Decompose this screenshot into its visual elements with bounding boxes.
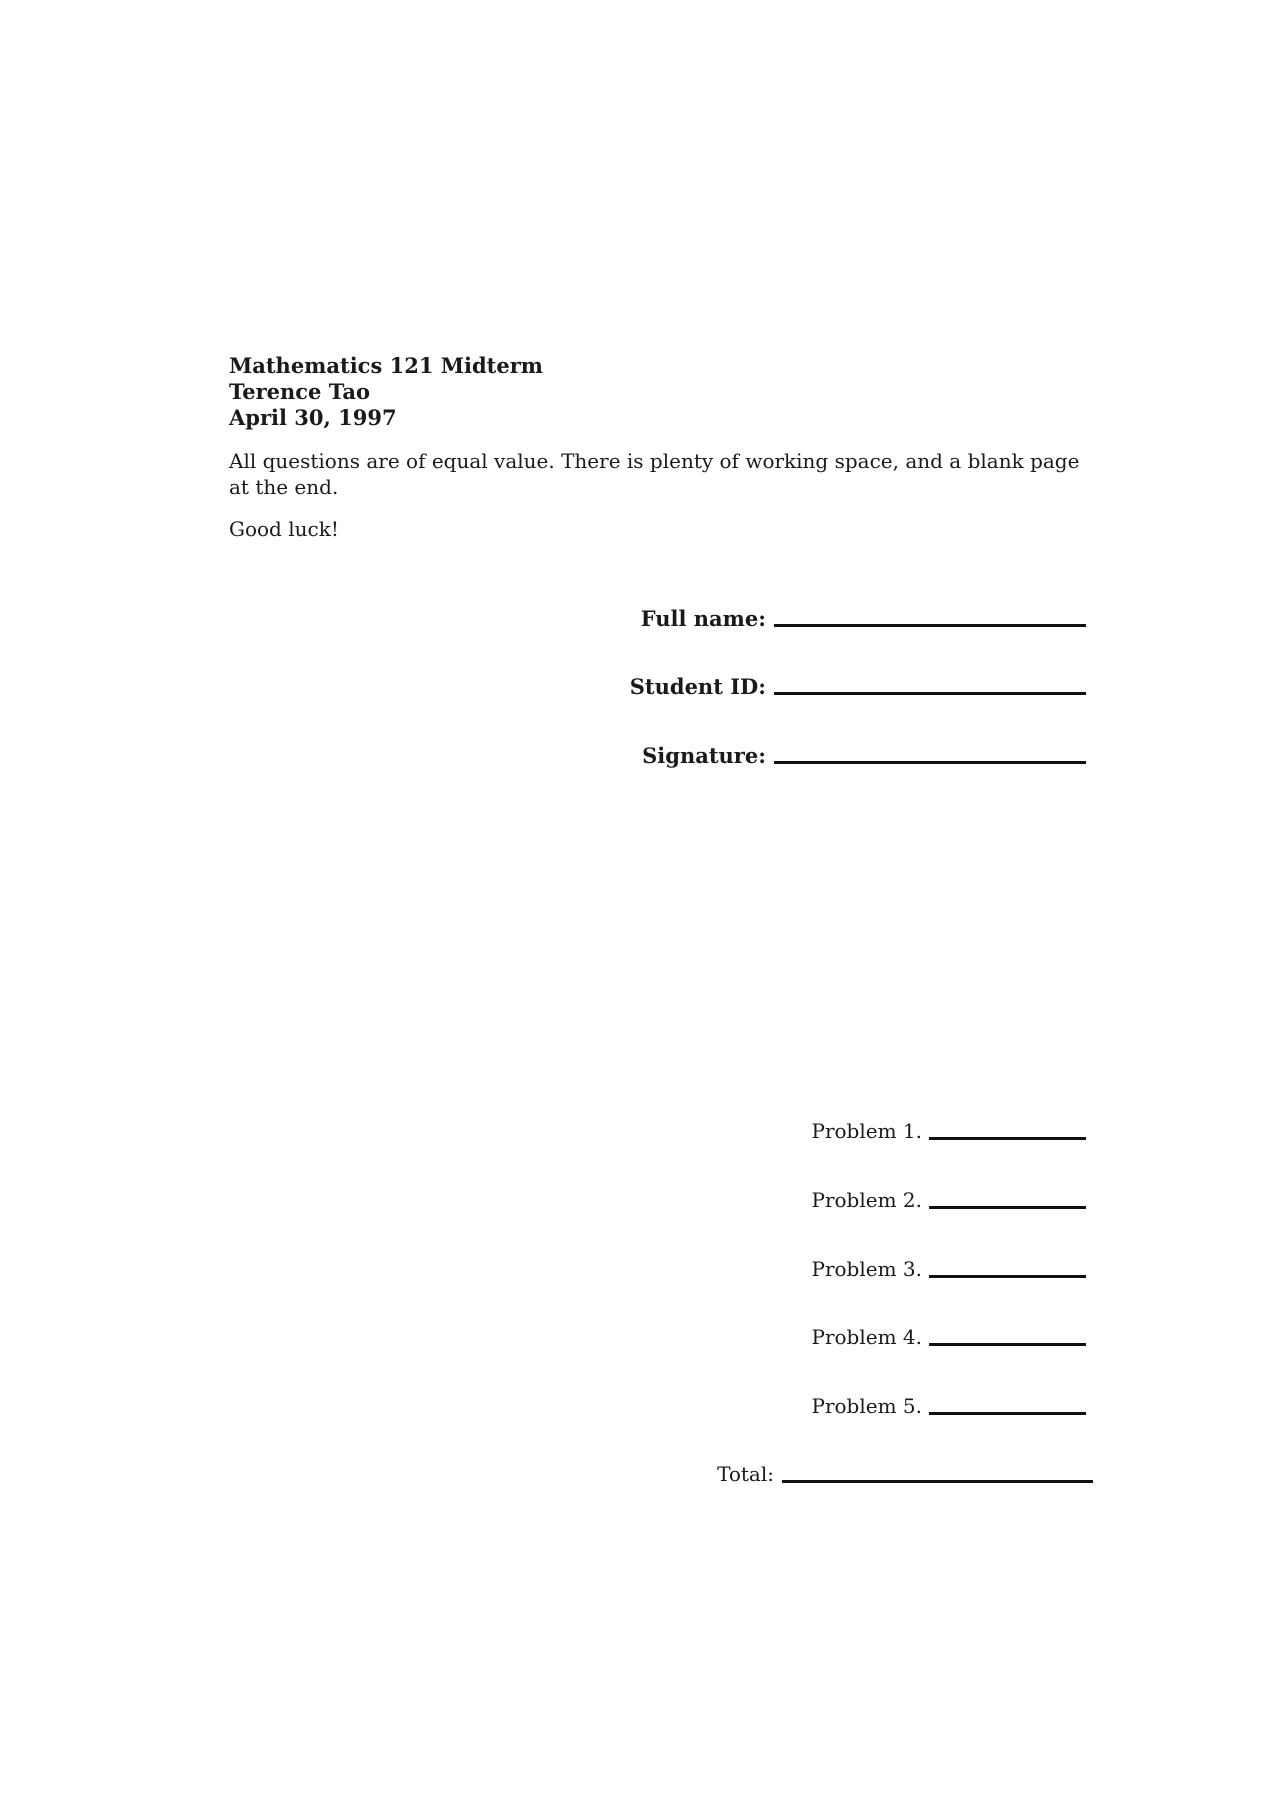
signature-label: Signature: — [642, 743, 766, 768]
exam-date: April 30, 1997 — [229, 405, 397, 430]
full-name-label: Full name: — [640, 606, 766, 631]
total-score-line[interactable] — [782, 1480, 1093, 1483]
problem-4-label: Problem 4. — [811, 1325, 922, 1349]
student-id-label: Student ID: — [629, 674, 766, 699]
problem-2-label: Problem 2. — [811, 1188, 922, 1212]
signature-line[interactable] — [774, 761, 1086, 764]
problem-1-score-line[interactable] — [929, 1137, 1086, 1140]
full-name-line[interactable] — [774, 624, 1086, 627]
student-id-line[interactable] — [774, 692, 1086, 695]
good-luck-text: Good luck! — [229, 517, 339, 541]
problem-3-label: Problem 3. — [811, 1257, 922, 1281]
course-title: Mathematics 121 Midterm — [229, 353, 544, 378]
problem-5-score-line[interactable] — [929, 1412, 1086, 1415]
problem-1-label: Problem 1. — [811, 1119, 922, 1143]
instructions-text: All questions are of equal value. There is plenty of working space, and a blank page at the end. — [229, 449, 1080, 499]
problem-5-label: Problem 5. — [811, 1394, 922, 1418]
total-label: Total: — [717, 1462, 774, 1486]
problem-3-score-line[interactable] — [929, 1275, 1086, 1278]
problem-2-score-line[interactable] — [929, 1206, 1086, 1209]
problem-4-score-line[interactable] — [929, 1343, 1086, 1346]
instructor-name: Terence Tao — [229, 379, 370, 404]
